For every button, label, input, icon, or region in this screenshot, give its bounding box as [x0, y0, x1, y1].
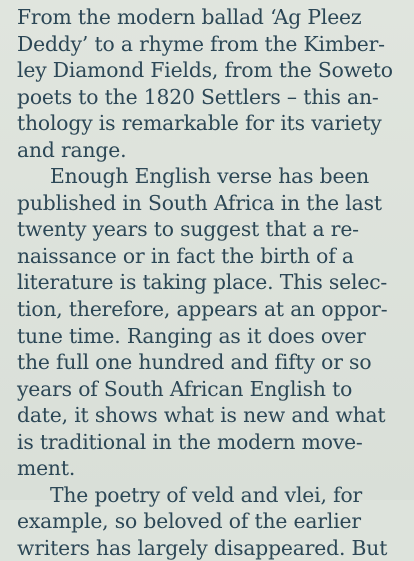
text-line: Enough English verse has been	[50, 164, 370, 189]
paragraph-intro	[17, 4, 400, 163]
text-line: ley Diamond Fields, from the Soweto	[17, 58, 393, 83]
text-line: the full one hundred and fifty or so	[17, 350, 372, 375]
text-line: Deddy’ to a rhyme from the Kimber-	[17, 31, 385, 56]
text-line: years of South African English to	[17, 376, 353, 401]
text-line: thology is remarkable for its variety	[17, 111, 382, 136]
text-line: ment.	[17, 456, 76, 481]
text-line: naissance or in fact the birth of a	[17, 243, 354, 268]
paragraph-veld-and-vlei	[17, 482, 400, 561]
paragraph-renaissance	[17, 163, 400, 482]
text-line: literature is taking place. This selec-	[17, 270, 388, 295]
text-line: From the modern ballad ‘Ag Pleez	[17, 5, 362, 29]
text-line: The poetry of veld and vlei, for	[50, 482, 363, 507]
text-line: date, it shows what is new and what	[17, 403, 386, 428]
text-line: poets to the 1820 Settlers – this an-	[17, 84, 379, 109]
text-line: writers has largely disappeared. But	[17, 535, 388, 560]
text-line: tune time. Ranging as it does over	[17, 323, 366, 348]
text-line: tion, therefore, appears at an oppor-	[17, 297, 388, 322]
text-line: published in South Africa in the last	[17, 190, 382, 215]
text-line: example, so beloved of the earlier	[17, 509, 361, 534]
text-line: twenty years to suggest that a re-	[17, 217, 359, 242]
text-line: and range.	[17, 137, 127, 162]
text-line: is traditional in the modern move-	[17, 429, 363, 454]
